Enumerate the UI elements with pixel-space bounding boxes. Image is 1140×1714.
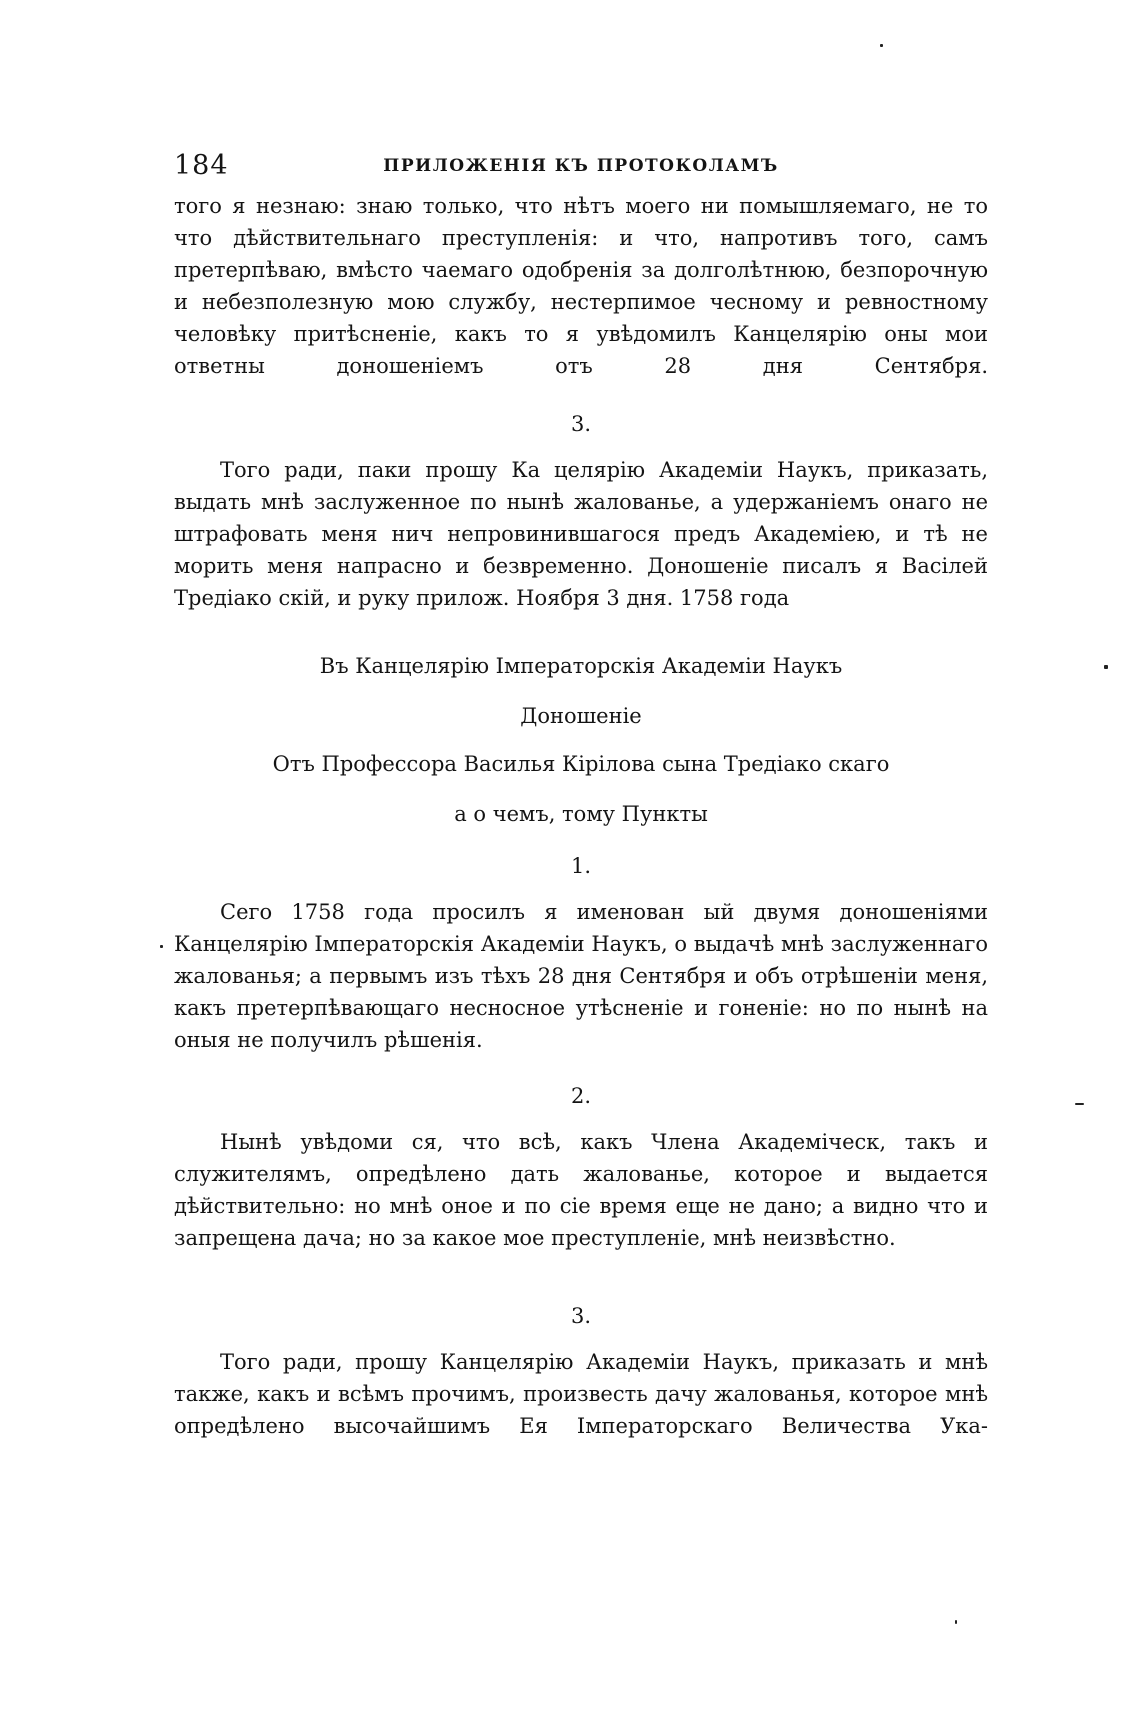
scan-speck	[1075, 1103, 1084, 1105]
page-number: 184	[174, 150, 229, 181]
section-number-3-second: 3.	[570, 1304, 592, 1328]
paragraph-continuation: того я незнаю: знаю только, что нѣтъ моего ни помышляемаго, не то что дѣйствительнаго преступленія: и что, напротивъ того, самъ претерпѣваю, вмѣсто чаемаго одобренія за долголѣтнюю, безпорочную и небезполезную мою службу, нестерпимое чесному и ревностному человѣку притѣсненіе, какъ то я увѣдомилъ Канцелярію оны мои ответны доношеніемъ отъ 28 дня Сентября.	[174, 194, 988, 378]
section-number-3-first: 3.	[570, 412, 592, 436]
paragraph-point-1: Сего 1758 года просилъ я именован ый двумя доношеніями Канцелярію Імператорскія Академіи Наукъ, о выдачѣ мнѣ заслуженнаго жалованья; а первымъ изъ тѣхъ 28 дня Сентября и объ отрѣшеніи меня, какъ претерпѣвающаго несносное утѣсненіе и гоненіе: но по нынѣ на оныя не получилъ рѣшенія.	[174, 900, 988, 1052]
scan-speck	[1104, 665, 1108, 669]
paragraph-point-2: Нынѣ увѣдоми ся, что всѣ, какъ Члена Академіческ, такъ и служителямъ, опредѣлено дать жалованье, которое и выдается дѣйствительно: но мнѣ оное и по сіе время еще не дано; а видно что и запрещена дача; но за какое мое преступленіе, мнѣ неизвѣстно.	[174, 1130, 988, 1250]
scan-speck	[955, 1620, 957, 1624]
from-line: Отъ Профессора Василья Кірілова сына Тредіако скаго	[272, 752, 890, 776]
address-line: Въ Канцелярію Імператорскія Академіи Наукъ	[319, 654, 843, 678]
scan-speck	[880, 44, 883, 47]
page-header	[174, 150, 988, 186]
section-number-1: 1.	[570, 854, 592, 878]
running-head: ПРИЛОЖЕНІЯ КЪ ПРОТОКОЛАМЪ	[383, 156, 779, 176]
paragraph-request-second: Того ради, прошу Канцелярію Академіи Наукъ, приказать и мнѣ также, какъ и всѣмъ прочимъ, произвесть дачу жалованья, которое мнѣ опредѣлено высочайшимъ Ея Імператорскаго Величества Ука-	[174, 1350, 988, 1438]
scan-speck	[160, 945, 163, 948]
document-title: Доношеніе	[520, 704, 642, 728]
about-line: а о чемъ, тому Пункты	[454, 802, 708, 826]
paragraph-request-first: Того ради, паки прошу Ка целярію Академіи Наукъ, приказать, выдать мнѣ заслуженное по нынѣ жалованье, а удержаніемъ онаго не штрафовать меня нич непровинившагося предъ Академіею, и тѣ не морить меня напрасно и безвременно. Доношеніе писалъ я Васілей Тредіако скій, и руку прилож. Ноября 3 дня. 1758 года	[174, 458, 988, 610]
section-number-2: 2.	[570, 1084, 592, 1108]
